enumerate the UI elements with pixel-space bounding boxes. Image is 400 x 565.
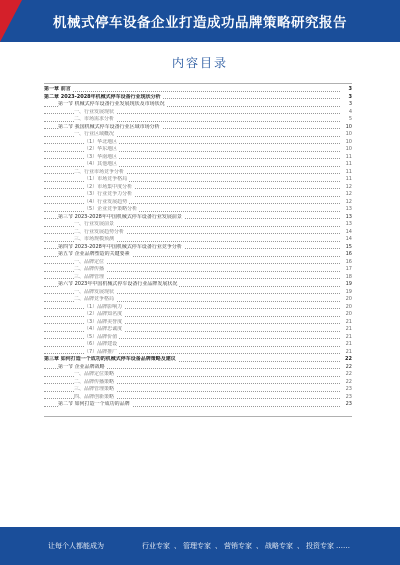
toc-entry-page: 12 [345, 183, 352, 190]
toc-entry-page: 12 [345, 198, 352, 205]
toc-entry-text: 第三节 2023-2028年中国机械式停车设备行业发展前景 [58, 213, 182, 220]
footer-tag: 投资专家 [306, 542, 334, 550]
toc-entry-page: 22 [345, 371, 352, 377]
footer-tag: 营销专家 [224, 542, 252, 550]
toc-entry-page: 21 [345, 333, 352, 340]
toc-entry[interactable] [44, 146, 352, 154]
toc-entry-page: 23 [345, 393, 352, 400]
toc-entry[interactable] [44, 176, 352, 184]
toc-entry-page: 21 [345, 326, 352, 332]
toc-entry-text: 二、市场需求分析 [74, 116, 115, 122]
footer-tag: 战略专家 [265, 542, 293, 550]
toc-entry-page: 20 [345, 296, 352, 302]
toc-entry[interactable] [44, 349, 352, 357]
toc-entry[interactable] [44, 191, 352, 199]
toc-entry[interactable] [44, 259, 352, 267]
toc-entry[interactable] [44, 251, 352, 259]
toc-entry-page: 11 [345, 153, 352, 160]
toc-entry[interactable] [44, 236, 352, 244]
toc-entry-page: 22 [345, 363, 352, 370]
toc-entry-text: 第二节 我国机械式停车设备行业区域市场分析 [58, 123, 160, 130]
toc-entry-text: （3）行业竞争力分析 [84, 191, 133, 197]
toc-entry-page: 13 [345, 206, 352, 212]
toc-entry[interactable] [44, 131, 352, 139]
toc-entry[interactable] [44, 116, 352, 124]
toc-entry[interactable] [44, 401, 352, 409]
table-of-contents [44, 86, 352, 409]
toc-heading: 内容目录 [171, 56, 228, 70]
toc-entry[interactable] [44, 124, 352, 132]
toc-entry-text: （4）行业发展趋势 [84, 198, 128, 205]
footer-tags [142, 541, 350, 551]
toc-entry[interactable] [44, 289, 352, 297]
toc-entry-text: （7）品牌推广 [84, 348, 118, 355]
toc-entry-text: 一、品牌定位 [74, 258, 105, 265]
toc-entry-page: 13 [345, 213, 352, 220]
toc-entry[interactable] [44, 394, 352, 402]
toc-entry-text: （6）品牌建设 [84, 341, 118, 347]
toc-entry-text: （4）品牌忠诚度 [84, 326, 123, 332]
toc-entry[interactable] [44, 139, 352, 147]
toc-entry-text: 第二章 2023-2028年机械式停车设备行业现状分析 [44, 93, 161, 100]
footer-tag-separator: 、 [297, 542, 304, 550]
report-footer [0, 527, 400, 565]
toc-entry-text: 第四节 2023-2028年中国机械式停车设备行业竞争分析 [58, 243, 182, 250]
toc-top-rule [44, 83, 352, 84]
toc-entry-page: 22 [345, 356, 352, 362]
toc-entry-text: （1）市场竞争格局 [84, 176, 128, 182]
toc-entry-text: 一、品牌发展现状 [74, 288, 115, 295]
toc-entry[interactable] [44, 101, 352, 109]
toc-entry-text: （2）市场集中度分析 [84, 183, 133, 190]
toc-entry-page: 11 [345, 161, 352, 167]
toc-entry-page: 3 [348, 93, 352, 100]
toc-entry[interactable] [44, 199, 352, 207]
toc-entry-page: 20 [345, 311, 352, 317]
toc-entry-text: 第一章 前言 [44, 86, 71, 92]
toc-entry-page: 20 [345, 303, 352, 310]
toc-entry[interactable] [44, 86, 352, 94]
toc-entry[interactable] [44, 334, 352, 342]
footer-trailer: …… [336, 542, 350, 550]
toc-entry-text: （2）华东地区 [84, 146, 118, 152]
toc-entry-text: （3）品牌美誉度 [84, 318, 123, 325]
toc-entry-page: 14 [345, 228, 352, 235]
toc-entry-page: 15 [345, 243, 352, 250]
toc-entry[interactable] [44, 221, 352, 229]
toc-entry-page: 21 [345, 318, 352, 325]
toc-entry-page: 11 [345, 168, 352, 175]
toc-entry[interactable] [44, 379, 352, 387]
toc-entry[interactable] [44, 169, 352, 177]
toc-entry[interactable] [44, 371, 352, 379]
toc-entry-page: 23 [345, 386, 352, 392]
toc-bottom-rule [44, 416, 352, 417]
toc-entry[interactable] [44, 296, 352, 304]
toc-entry[interactable] [44, 109, 352, 117]
toc-entry-text: 一、行业发展现状 [74, 108, 115, 115]
toc-entry-text: （5）品牌价值 [84, 333, 118, 340]
toc-entry-text: （1）品牌影响力 [84, 303, 123, 310]
toc-entry-page: 10 [345, 138, 352, 145]
toc-entry-text: 一、品牌定位策略 [74, 371, 115, 377]
toc-entry[interactable] [44, 304, 352, 312]
toc-entry[interactable] [44, 311, 352, 319]
toc-entry-page: 19 [345, 281, 352, 287]
report-header [0, 0, 400, 42]
footer-slogan: 让每个人都能成为 [48, 542, 104, 550]
toc-entry[interactable] [44, 341, 352, 349]
toc-entry[interactable] [44, 94, 352, 102]
toc-entry-text: 四、品牌创新策略 [74, 393, 115, 400]
toc-entry-page: 5 [348, 116, 352, 122]
footer-tag: 行业专家 [142, 542, 170, 550]
toc-entry-text: 第一节 企业品牌战略 [58, 363, 105, 370]
toc-entry[interactable] [44, 244, 352, 252]
toc-entry-text: 二、品牌传播 [74, 266, 105, 272]
toc-entry[interactable] [44, 184, 352, 192]
toc-entry-page: 14 [345, 236, 352, 242]
toc-entry-page: 11 [345, 176, 352, 182]
report-title: 机械式停车设备企业打造成功品牌策略研究报告 [53, 15, 347, 31]
toc-entry-text: 三、品牌管理 [74, 273, 105, 280]
footer-tag-separator: 、 [256, 542, 263, 550]
toc-entry-page: 10 [345, 123, 352, 130]
toc-entry-text: 二、行业发展趋势分析 [74, 228, 125, 235]
footer-tag-separator: 、 [174, 542, 181, 550]
toc-entry[interactable] [44, 386, 352, 394]
toc-entry-text: （4）其他地区 [84, 161, 118, 167]
toc-entry[interactable] [44, 214, 352, 222]
toc-entry-text: 二、品牌传播策略 [74, 378, 115, 385]
toc-entry-text: 二、行业市场竞争分析 [74, 168, 125, 175]
toc-entry[interactable] [44, 356, 352, 364]
toc-entry-page: 16 [345, 258, 352, 265]
toc-entry-page: 3 [348, 101, 352, 107]
footer-tag: 管理专家 [183, 542, 211, 550]
toc-entry-text: 一、行业发展前景 [74, 221, 115, 227]
toc-entry-text: （2）品牌知名度 [84, 311, 123, 317]
toc-entry[interactable] [44, 229, 352, 237]
toc-entry[interactable] [44, 266, 352, 274]
toc-entry-text: （1）华北地区 [84, 138, 118, 145]
toc-entry-page: 21 [345, 348, 352, 355]
toc-entry-page: 19 [345, 288, 352, 295]
toc-entry-page: 22 [345, 378, 352, 385]
toc-entry-page: 16 [345, 251, 352, 257]
toc-entry-page: 18 [345, 273, 352, 280]
toc-entry-text: 三、市场规模预测 [74, 236, 115, 242]
toc-entry-page: 10 [345, 146, 352, 152]
toc-entry-text: （5）企业竞争策略分析 [84, 206, 138, 212]
toc-entry-text: 二、品牌竞争格局 [74, 296, 115, 302]
toc-entry-text: 一、行业区域概况 [74, 131, 115, 137]
toc-entry[interactable] [44, 161, 352, 169]
toc-entry-text: （3）华南地区 [84, 153, 118, 160]
toc-entry[interactable] [44, 281, 352, 289]
toc-entry-page: 13 [345, 221, 352, 227]
footer-tag-separator: 、 [215, 542, 222, 550]
toc-entry-text: 第五节 企业品牌塑造的关键要素 [58, 251, 130, 257]
toc-entry[interactable] [44, 274, 352, 282]
toc-entry-page: 21 [345, 341, 352, 347]
toc-entry-text: 第六节 2023年中国机械式停车设备行业品牌发展状况 [58, 281, 178, 287]
toc-entry-page: 4 [348, 108, 352, 115]
toc-entry-text: 第二节 如何打造一个成功的品牌 [58, 401, 130, 407]
toc-entry[interactable] [44, 326, 352, 334]
toc-entry-page: 10 [345, 131, 352, 137]
toc-entry-page: 17 [345, 266, 352, 272]
toc-entry-page: 23 [345, 401, 352, 407]
toc-entry[interactable] [44, 154, 352, 162]
toc-entry-text: 第三章 如何打造一个成功的机械式停车设备品牌策略及建议 [44, 356, 176, 362]
toc-entry-page: 12 [345, 191, 352, 197]
toc-entry[interactable] [44, 319, 352, 327]
toc-entry-text: 第一节 机械式停车设备行业发展现状及市场状况 [58, 101, 165, 107]
toc-entry-text: 三、品牌管理策略 [74, 386, 115, 392]
toc-entry-page: 3 [348, 86, 352, 92]
toc-entry[interactable] [44, 364, 352, 372]
toc-entry[interactable] [44, 206, 352, 214]
